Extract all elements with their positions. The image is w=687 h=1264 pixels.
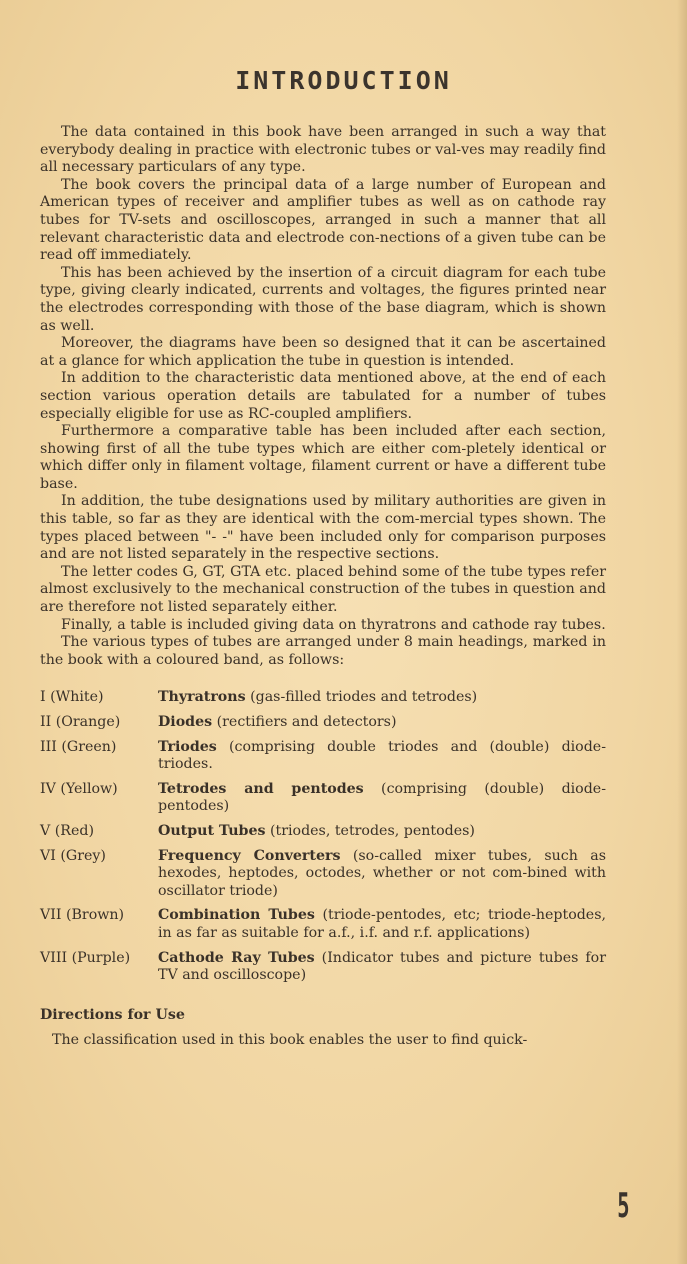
paragraph: In addition, the tube designations used by military authorities are given in this table, so far as they are identical with the com-mercial types shown. The types placed between "- -" have been included only for comparison purposes and are not listed separately in the respective sections. [40, 493, 606, 563]
category-detail: (comprising (double) diode-pentodes) [158, 780, 606, 815]
category-row [40, 714, 606, 732]
category-row [40, 823, 606, 841]
category-list [40, 689, 606, 984]
category-description [158, 848, 606, 901]
paragraph: In addition to the characteristic data mentioned above, at the end of each section various operation details are tabulated for a number of tubes especially eligible for use as RC-coupled amplifiers. [40, 370, 606, 422]
category-number: V (Red) [40, 822, 94, 839]
body-text [40, 124, 606, 1050]
page-title: INTRODUCTION [235, 66, 452, 95]
paragraph: This has been achieved by the insertion of a circuit diagram for each tube type, giving clearly indicated, currents and voltages, the figures printed near the electrodes corresponding with those of the base diagram, which is shown as well. [40, 264, 606, 334]
category-name: Frequency Converters [158, 847, 341, 864]
category-description [158, 714, 606, 732]
category-number: IV (Yellow) [40, 780, 118, 797]
category-detail: (Indicator tubes and picture tubes for TV and oscilloscope) [158, 949, 606, 984]
paragraph: The book covers the principal data of a large number of European and American types of receiver and amplifier tubes as well as on cathode ray tubes for TV-sets and oscilloscopes, arranged in such a manner that all relevant characteristic data and electrode con-nections of a given tube can be read off immediately. [40, 176, 606, 264]
category-row [40, 689, 606, 707]
category-number: VIII (Purple) [40, 949, 131, 966]
paragraph: Furthermore a comparative table has been included after each section, showing first of all the tube types which are either com-pletely identical or which differ only in filament voltage, filament current or have a different tube base. [40, 423, 606, 492]
category-row [40, 739, 606, 774]
directions-paragraph: The classification used in this book enables the user to find quick- [52, 1032, 528, 1049]
directions-heading: Directions for Use [40, 1006, 185, 1023]
page-edge-shadow [677, 0, 687, 1264]
category-description [158, 689, 606, 707]
category-name: Thyratrons [158, 689, 246, 706]
category-name: Triodes [158, 738, 217, 755]
category-detail: (triode-pentodes, etc; triode-heptodes, in as far as suitable for a.f., i.f. and r.f. applications) [158, 907, 606, 941]
category-name: Diodes [158, 714, 213, 730]
category-name: Combination Tubes [158, 907, 315, 924]
category-name: Cathode Ray Tubes [158, 949, 315, 966]
category-name: Tetrodes and pentodes [158, 780, 364, 797]
category-description [158, 781, 606, 816]
category-row [40, 950, 606, 985]
category-number: I (White) [40, 689, 104, 706]
category-number: II (Orange) [40, 714, 121, 730]
category-detail: (gas-filled triodes and tetrodes) [245, 689, 478, 706]
category-row [40, 781, 606, 816]
category-detail: (so-called mixer tubes, such as hexodes, heptodes, octodes, whether or not com-bined with oscillator triode) [158, 847, 606, 899]
category-number: VII (Brown) [40, 907, 125, 924]
category-number: VI (Grey) [40, 847, 106, 864]
category-detail: (comprising double triodes and (double) diode-triodes. [158, 738, 606, 773]
category-row [40, 848, 606, 901]
paragraph: Finally, a table is included giving data on thyratrons and cathode ray tubes. [61, 616, 606, 633]
category-description [158, 950, 606, 985]
category-detail: (triodes, tetrodes, pentodes) [265, 822, 475, 839]
category-row [40, 907, 606, 942]
paragraph: The various types of tubes are arranged under 8 main headings, marked in the book with a coloured band, as follows: [40, 634, 606, 668]
category-description [158, 739, 606, 774]
page-number: 5 [616, 1186, 629, 1226]
paragraph: Moreover, the diagrams have been so designed that it can be ascertained at a glance for which application the tube in question is intended. [40, 335, 606, 369]
paragraph: The letter codes G, GT, GTA etc. placed behind some of the tube types refer almost exclusively to the mechanical construction of the tubes in question and are therefore not listed separately either. [40, 563, 606, 616]
category-description [158, 907, 606, 942]
category-detail: (rectifiers and detectors) [212, 714, 397, 730]
category-description [158, 823, 606, 841]
category-name: Output Tubes [158, 822, 266, 839]
category-number: III (Green) [40, 738, 117, 755]
paragraph: The data contained in this book have been arranged in such a way that everybody dealing in practice with electronic tubes or val-ves may readily find all necessary particulars of any type. [40, 124, 606, 176]
